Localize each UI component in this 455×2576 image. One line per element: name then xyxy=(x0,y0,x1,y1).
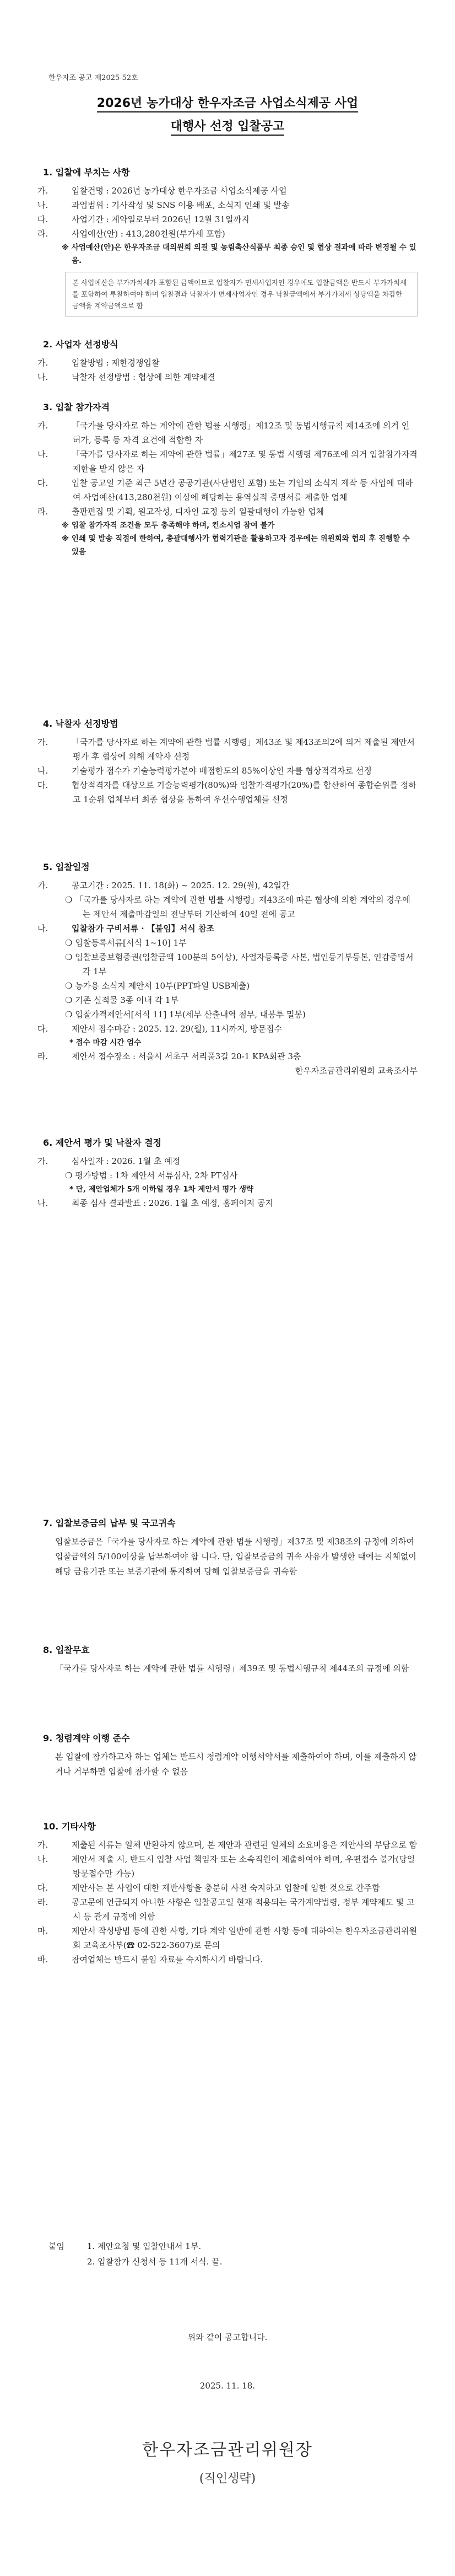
attachment-item: 2. 입찰참가 신청서 등 11개 서식. 끝. xyxy=(87,2257,223,2267)
section-8 xyxy=(43,1643,418,1676)
section-2-heading: 2. 사업자 선정방식 xyxy=(43,339,118,350)
list-item: 나. 낙찰자 선정방법 : 협상에 의한 계약체결 xyxy=(37,372,215,382)
section-7-text: 입찰보증금은「국가를 당사자로 하는 계약에 관한 법률 시행령」제37조 및 제38조의 규정에 의하여 입찰금액의 5/100이상을 납부하여야 합 니다. 단, 입찰보증금의 귀속 사유가 발생한 때에는 지체없이 해당 금융기관 또는 보증기관에 통지하여 당해 입찰보증금을 귀속함 xyxy=(55,1537,416,1576)
section-10-heading: 10. 기타사항 xyxy=(43,1821,96,1832)
address-continuation: 한우자조금관리위원회 교육조사부 xyxy=(295,1066,418,1076)
notice-date: 2025. 11. 18. xyxy=(199,2381,256,2391)
list-item: 가. 입찰건명 : 2026년 농가대상 한우자조금 사업소식제공 사업 xyxy=(37,186,287,196)
evaluation-note: * 단, 제안업체가 5개 이하일 경우 1차 제안서 평가 생략 xyxy=(69,1185,254,1194)
list-item: 다. 협상적격자를 대상으로 기술능력평가(80%)와 입찰가격평가(20%)를 합산하여 종합순위를 정하고 1순위 업체부터 최종 협상을 통하여 우선수행업체를 선정 xyxy=(37,780,416,804)
list-item: 나. 입찰참가 구비서류 · 【붙임】서식 참조 xyxy=(37,924,214,933)
list-item: 가. 「국가를 당사자로 하는 계약에 관한 법률 시행령」제12조 및 동법시행규칙 제14조에 의거 인 허가, 등록 등 자격 요건에 적합한 자 xyxy=(37,421,410,445)
list-item: 라. 공고문에 언급되지 아니한 사항은 입찰공고일 현재 적용되는 국가계약법령, 정부 계약제도 및 고시 등 관계 규정에 의함 xyxy=(37,1897,415,1922)
section-3 xyxy=(37,400,418,559)
section-6 xyxy=(37,1136,418,1210)
list-item: 마. 제안서 작성방법 등에 관한 사항, 기타 계약 일반에 관한 사항 등에 대하여는 한우자조금관리위원회 교육조사부(☎ 02-522-3607)로 문의 xyxy=(37,1926,418,1950)
list-item: 나. 기술평가 점수가 기술능력평가분야 배점한도의 85%이상인 자를 협상적격자로 선정 xyxy=(37,766,372,776)
budget-note: ※ 사업예산(안)은 한우자조금 대의원회 의결 및 농림축산식품부 최종 승인 및 협상 결과에 따라 변경될 수 있음. xyxy=(62,243,416,265)
section-8-text: 「국가를 당사자로 하는 계약에 관한 법률 시행령」제39조 및 동법시행규칙 제44조의 규정에 의함 xyxy=(55,1663,409,1673)
section-4 xyxy=(37,717,418,807)
section-6-heading: 6. 제안서 평가 및 낙찰자 결정 xyxy=(43,1137,162,1148)
section-7 xyxy=(43,1516,418,1579)
notice-number: 한우자조 공고 제2025-52호 xyxy=(48,74,138,82)
title-line-2: 대행사 선정 입찰공고 xyxy=(171,120,285,136)
list-item: 가. 제출된 서류는 일체 반환하지 않으며, 본 제안과 관련된 일체의 소요비용은 제안사의 부담으로 함 xyxy=(37,1840,418,1850)
list-sub-item: ❍ 입찰보증보험증권(입찰금액 100분의 5이상), 사업자등록증 사본, 법인등기부등본, 인감증명서 각 1부 xyxy=(65,952,414,976)
section-10 xyxy=(37,1820,418,1967)
list-item: 나. 제안서 제출 시, 반드시 입찰 사업 책임자 또는 소속직원이 제출하여야 하며, 우편접수 불가(당일 방문접수만 가능) xyxy=(37,1854,415,1879)
list-sub-item: ❍ 평가방법 : 1차 제안서 서류심사, 2차 PT심사 xyxy=(65,1171,238,1180)
seal-omitted: (직인생략) xyxy=(199,2472,256,2486)
section-5-heading: 5. 입찰일정 xyxy=(43,862,90,872)
deadline-note: * 접수 마감 시간 엄수 xyxy=(69,1038,142,1047)
list-item: 나. 과업범위 : 기사작성 및 SNS 이용 배포, 소식지 인쇄 및 발송 xyxy=(37,200,290,210)
section-8-heading: 8. 입찰무효 xyxy=(43,1645,90,1655)
list-item: 가. 입찰방법 : 제한경쟁입찰 xyxy=(37,358,160,368)
subcontract-note: ※ 인쇄 및 발송 직접에 한하여, 총괄대행사가 협력기관을 활용하고자 경우에는 위원회와 협의 후 진행할 수 있음 xyxy=(62,534,410,556)
list-sub-item: ❍ 입찰등록서류[서식 1~10] 1부 xyxy=(65,938,187,948)
section-4-heading: 4. 낙찰자 선정방법 xyxy=(43,718,118,729)
section-9-heading: 9. 청렴계약 이행 준수 xyxy=(43,1733,130,1743)
list-item: 다. 입찰 공고일 기준 최근 5년간 공공기관(사단법인 포함) 또는 기업의 소식지 제작 등 사업에 대하여 사업예산(413,280천원) 이상에 해당하는 용역실적 증명서를 제출한 업체 xyxy=(37,478,413,502)
list-sub-item: ❍ 「국가를 당사자로 하는 계약에 관한 법률 시행령」제43조에 따른 협상에 의한 계약의 경우에는 제안서 제출마감일의 전날부터 기산하여 40일 전에 공고 xyxy=(65,895,410,919)
attachments xyxy=(48,2239,222,2269)
section-1-heading: 1. 입찰에 부치는 사항 xyxy=(43,167,130,178)
page-subtitle xyxy=(0,117,455,134)
list-item: 가. 공고기간 : 2025. 11. 18(화) ~ 2025. 12. 29(월), 42일간 xyxy=(37,881,290,890)
list-item: 라. 출판편집 및 기획, 원고작성, 디자인 교정 등의 일괄대행이 가능한 업체 xyxy=(37,507,324,517)
list-sub-item: ❍ 입찰가격제안서[서식 11] 1부(세부 산출내역 첨부, 대봉투 밀봉) xyxy=(65,1010,306,1019)
list-item: 가. 심사일자 : 2026. 1월 초 예정 xyxy=(37,1156,181,1166)
list-item: 라. 사업예산(안) : 413,280천원(부가세 포함) xyxy=(37,229,225,239)
section-5 xyxy=(37,860,418,1078)
list-item: 바. 참여업체는 반드시 붙임 자료를 숙지하시기 바랍니다. xyxy=(37,1955,263,1965)
section-9-text: 본 입찰에 참가하고자 하는 업체는 반드시 청렴계약 이행서약서를 제출하여야 하며, 이를 제출하지 않거나 거부하면 입찰에 참가할 수 없음 xyxy=(55,1752,417,1777)
list-sub-item: ❍ 농가용 소식지 제안서 10부(PPT파일 USB제출) xyxy=(65,981,250,991)
list-item: 다. 제안서 접수마감 : 2025. 12. 29(월), 11시까지, 방문접수 xyxy=(37,1024,282,1034)
list-item: 가. 「국가를 당사자로 하는 계약에 관한 법률 시행령」제43조 및 제43조의2에 의거 제출된 제안서 평가 후 협상에 의해 계약자 선정 xyxy=(37,737,415,761)
section-3-heading: 3. 입찰 참가자격 xyxy=(43,402,110,412)
attachment-item: 1. 제안요청 및 입찰안내서 1부. xyxy=(87,2241,202,2251)
section-2 xyxy=(37,337,418,384)
page-title xyxy=(0,94,455,111)
section-9 xyxy=(43,1731,418,1779)
issuer-name: 한우자조금관리위원장 xyxy=(142,2440,313,2460)
title-line-1: 2026년 농가대상 한우자조금 사업소식제공 사업 xyxy=(97,96,358,112)
list-item: 나. 「국가를 당사자로 하는 계약에 관한 법률」제27조 및 동법 시행령 제76조에 의거 입찰참가자격 제한을 받지 않은 자 xyxy=(37,449,418,474)
vat-notice-box: 본 사업예산은 부가가치세가 포함된 금액이므로 입찰자가 면세사업자인 경우에도 입찰금액은 반드시 부가가치세를 포함하여 투찰하여야 하며 입찰결과 낙찰자가 면세사업자인 경우 낙찰금액에서 부가가치세 상당액을 차감한 금액을 계약금액으로 함 xyxy=(65,272,418,316)
attachments-label: 붙임 xyxy=(48,2241,64,2251)
section-1 xyxy=(37,165,418,316)
closing-statement: 위와 같이 공고합니다. xyxy=(187,2332,268,2342)
list-item: 다. 제안사는 본 사업에 대한 제반사항을 충분히 사전 숙지하고 입찰에 임한 것으로 간주함 xyxy=(37,1883,380,1893)
section-7-heading: 7. 입찰보증금의 납부 및 국고귀속 xyxy=(43,1518,176,1528)
list-sub-item: ❍ 기존 실적물 3종 이내 각 1부 xyxy=(65,995,179,1005)
list-item: 라. 제안서 접수장소 : 서울시 서초구 서리풀3길 20-1 KPA회관 3층 xyxy=(37,1051,301,1061)
list-item: 다. 사업기간 : 계약일로부터 2026년 12월 31일까지 xyxy=(37,214,250,224)
eligibility-note: ※ 입찰 참가자격 조건을 모두 충족해야 하며, 컨소시엄 참여 불가 xyxy=(62,521,275,530)
list-item: 나. 최종 심사 결과발표 : 2026. 1월 초 예정, 홈페이지 공지 xyxy=(37,1198,274,1208)
